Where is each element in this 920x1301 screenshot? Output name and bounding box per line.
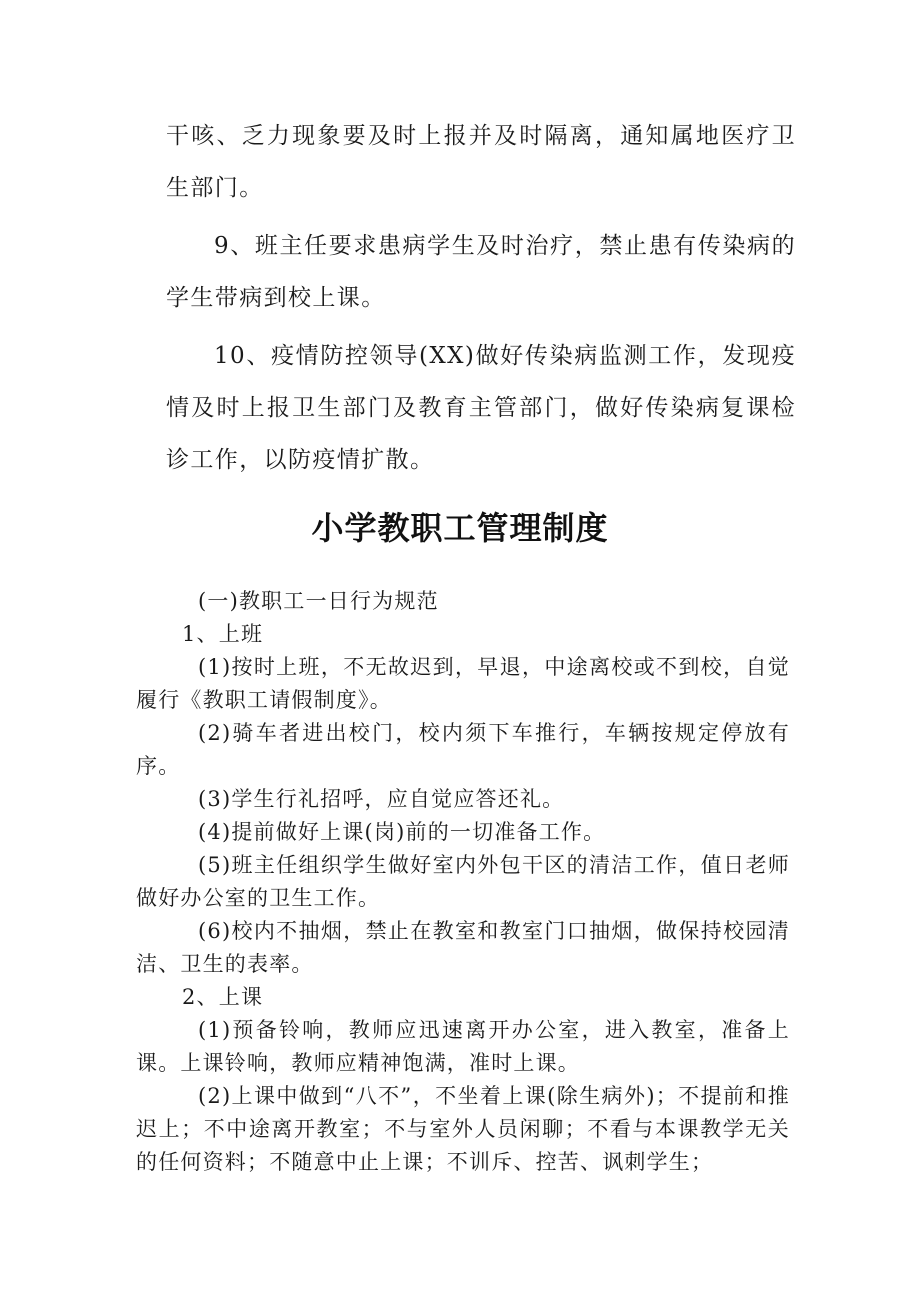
work-item-6: (6)校内不抽烟，禁止在教室和教室门口抽烟，做保持校园清洁、卫生的表率。 <box>136 919 790 976</box>
work-item-1: (1)按时上班，不无故迟到，早退，中途离校或不到校，自觉履行《教职工请假制度》。 <box>136 655 790 712</box>
class-item-2: (2)上课中做到“八不”，不坐着上课(除生病外)；不提前和推迟上；不中途离开教室；不与室外人员闲聊；不看与本课教学无关的任何资料；不随意中止上课；不训斥、控苦、讽刺学生； <box>136 1084 790 1174</box>
section-heading: (一)教职工一日行为规范 <box>198 589 439 613</box>
document-title: 小学教职工管理制度 <box>311 509 609 547</box>
paragraph-item-9: 9、班主任要求患病学生及时治疗，禁止患有传染病的学生带病到校上课。 <box>166 233 796 311</box>
regulation-body <box>136 585 790 1179</box>
work-item-5: (5)班主任组织学生做好室内外包干区的清洁工作，值日老师做好办公室的卫生工作。 <box>136 853 790 910</box>
upper-section <box>166 110 796 492</box>
paragraph-item-10: 10、疫情防控领导(XX)做好传染病监测工作，发现疫情及时上报卫生部门及教育主管部门，做好传染病复课检诊工作，以防疫情扩散。 <box>166 343 796 473</box>
work-item-4: (4)提前做好上课(岗)前的一切准备工作。 <box>198 820 606 844</box>
class-item-1: (1)预备铃响，教师应迅速离开办公室，进入教室，准备上课。上课铃响，教师应精神饱满，准时上课。 <box>136 1018 790 1075</box>
work-item-3: (3)学生行礼招呼，应自觉应答还礼。 <box>198 787 565 811</box>
work-item-2: (2)骑车者进出校门，校内须下车推行，车辆按规定停放有序。 <box>136 721 790 778</box>
subsection-heading-work: 1、上班 <box>182 622 264 646</box>
subsection-heading-class: 2、上课 <box>182 985 264 1009</box>
paragraph-quarantine: 干咳、乏力现象要及时上报并及时隔离，通知属地医疗卫生部门。 <box>166 123 796 201</box>
